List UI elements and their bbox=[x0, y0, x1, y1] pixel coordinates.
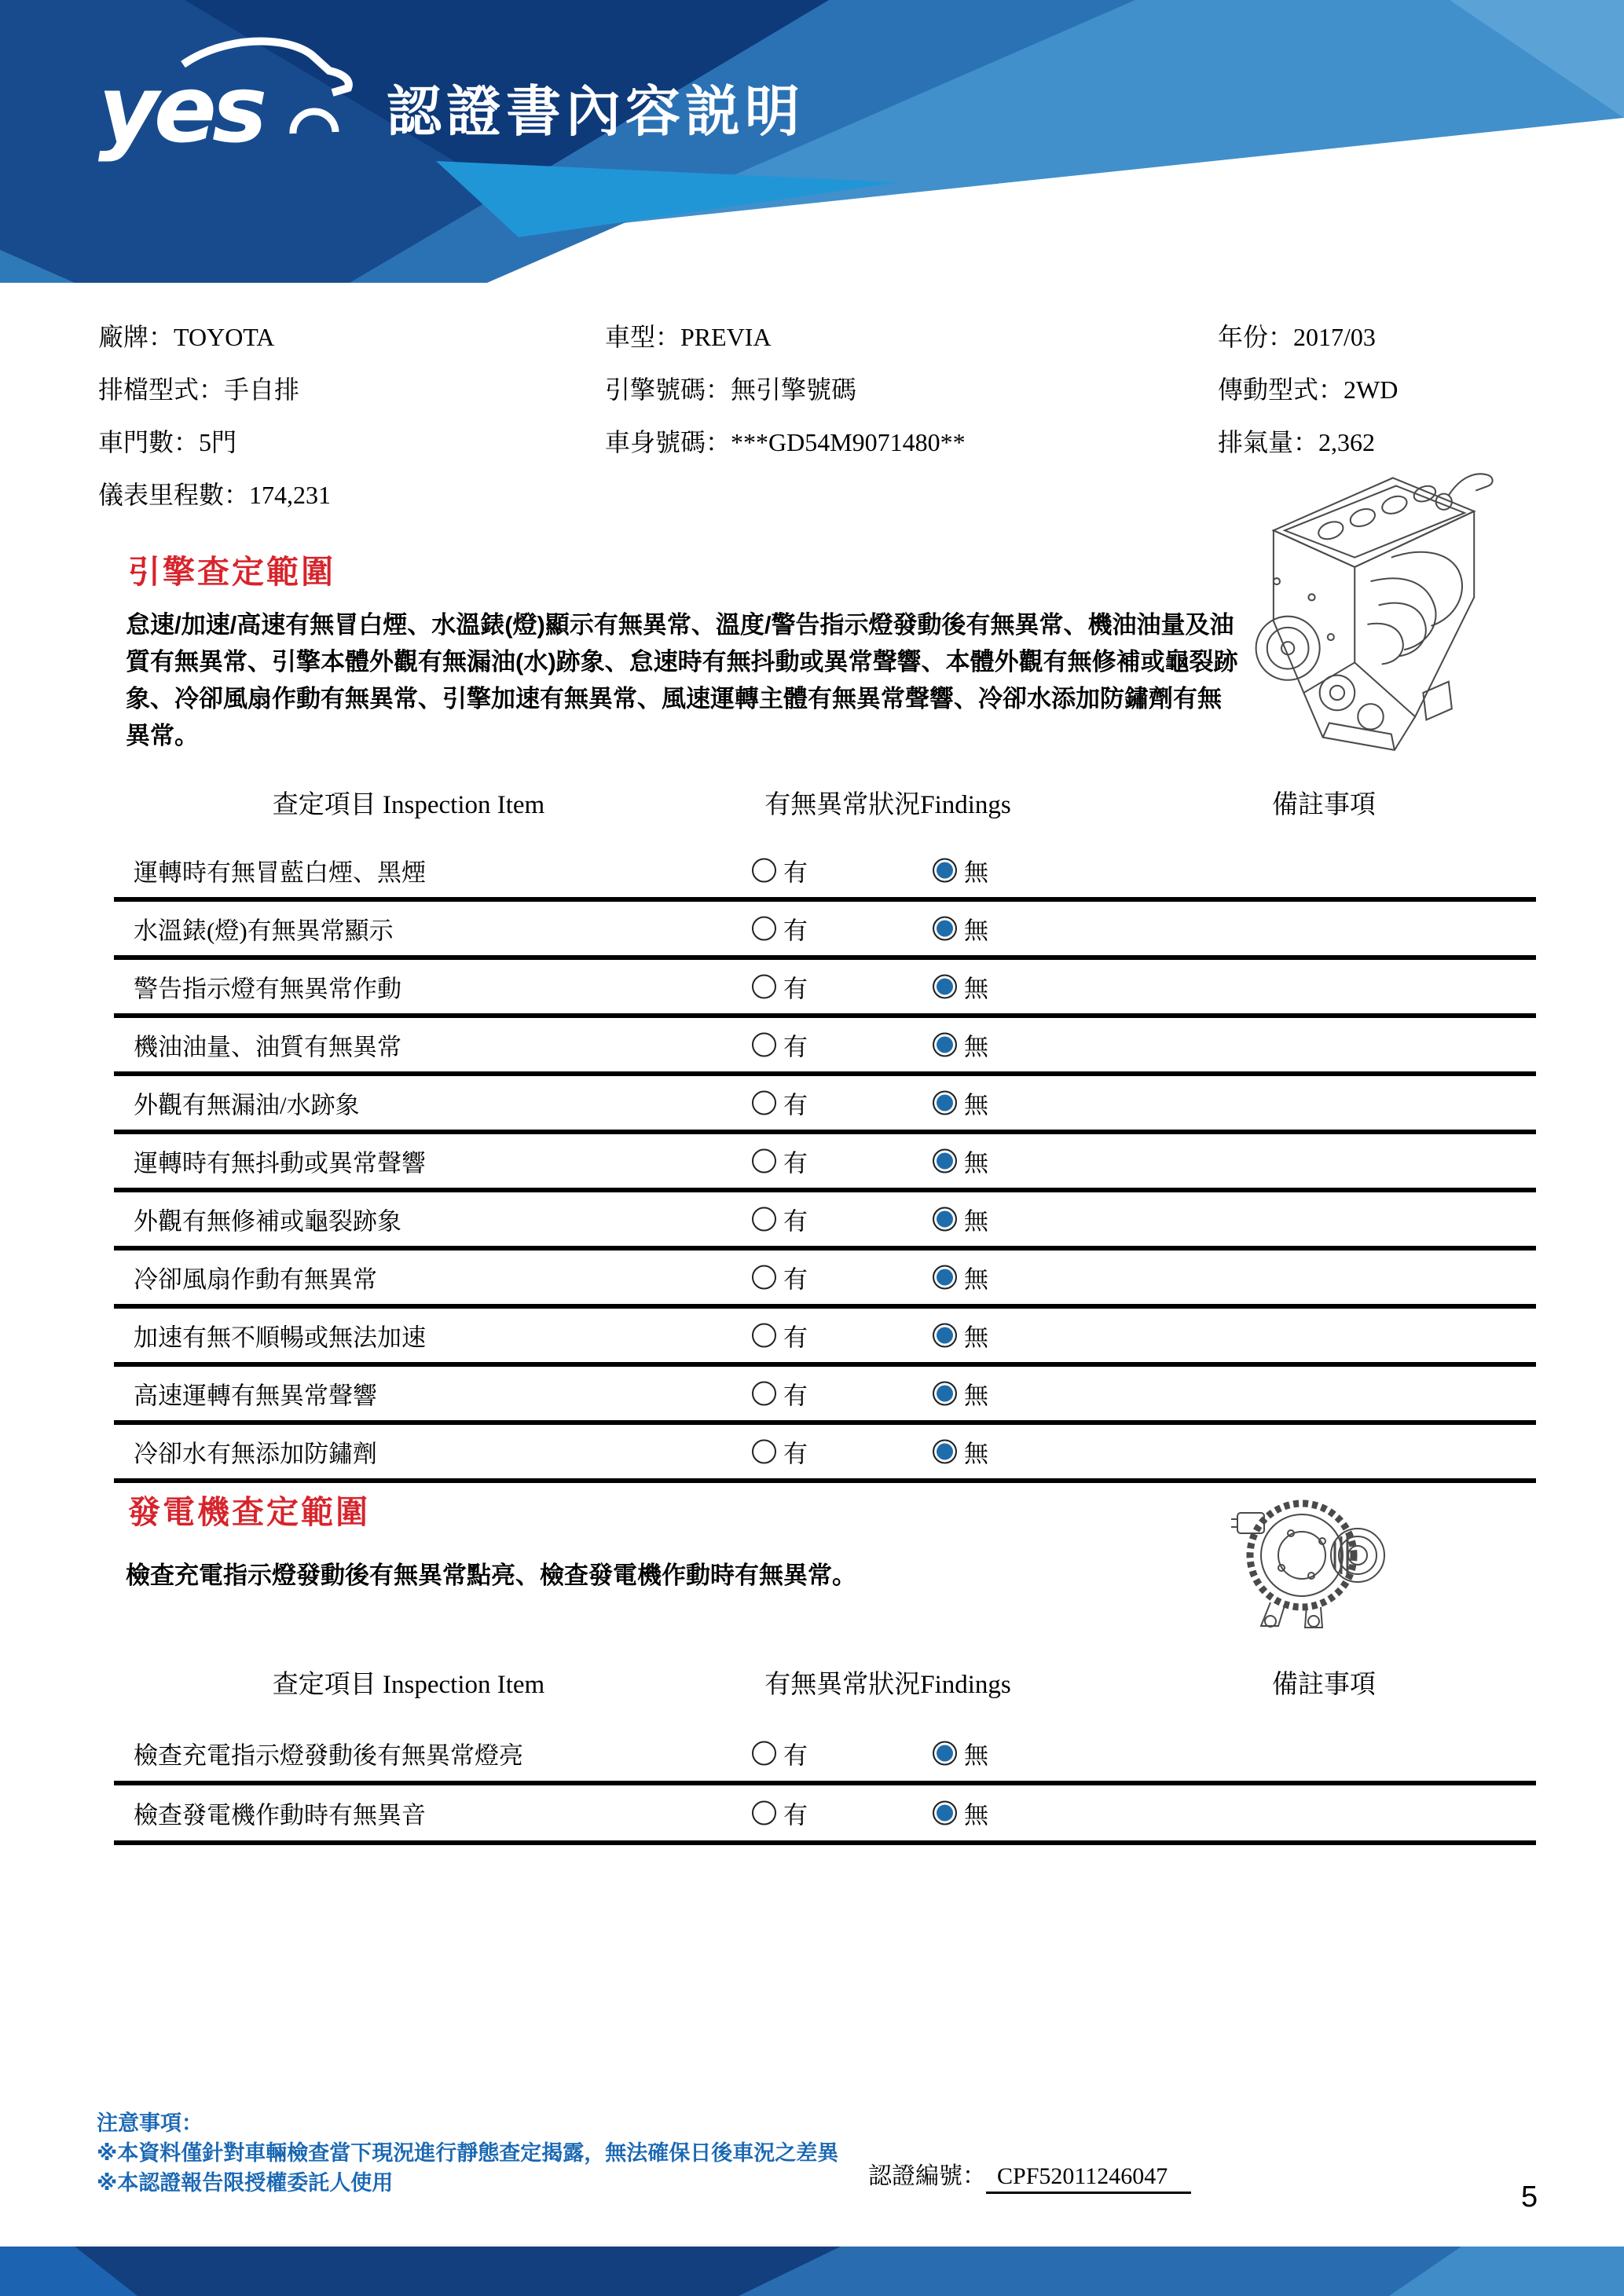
info-displacement: 排氣量：2,362 bbox=[1218, 428, 1376, 456]
generator-inspection-table bbox=[114, 1726, 1536, 1845]
option-no-label: 無 bbox=[964, 975, 988, 1003]
option-no-label: 無 bbox=[964, 1091, 988, 1119]
table-row bbox=[114, 844, 1536, 902]
option-yes-label: 有 bbox=[783, 1149, 808, 1177]
option-no-label: 無 bbox=[964, 1207, 988, 1236]
option-yes-label: 有 bbox=[783, 975, 808, 1003]
inspection-item-label: 外觀有無修補或龜裂跡象 bbox=[134, 1207, 401, 1236]
radio-no[interactable] bbox=[933, 917, 957, 941]
radio-no[interactable] bbox=[933, 1033, 957, 1057]
inspection-item-label: 加速有無不順暢或無法加速 bbox=[134, 1324, 426, 1352]
info-year: 年份：2017/03 bbox=[1218, 323, 1376, 351]
engine-section-title: 引擎查定範圍 bbox=[128, 554, 335, 590]
radio-yes[interactable] bbox=[752, 1033, 776, 1057]
option-yes-label: 有 bbox=[783, 1801, 808, 1829]
info-brand: 廠牌：TOYOTA bbox=[98, 323, 275, 351]
col-header-findings: 有無異常狀況Findings bbox=[764, 791, 1011, 819]
inspection-item-label: 檢查發電機作動時有無異音 bbox=[134, 1801, 426, 1829]
yes-logo-text: yes bbox=[98, 55, 263, 163]
generator-section-title: 發電機查定範圍 bbox=[128, 1494, 370, 1530]
radio-no[interactable] bbox=[933, 1265, 957, 1290]
inspection-item-label: 水溫錶(燈)有無異常顯示 bbox=[134, 917, 394, 945]
info-body-number: 車身號碼：***GD54M9071480** bbox=[605, 428, 966, 456]
col-header-remarks: 備註事項 bbox=[1272, 791, 1376, 819]
generator-section-description: 檢查充電指示燈發動後有無異常點亮、檢查發電機作動時有無異常。 bbox=[126, 1562, 856, 1589]
radio-no[interactable] bbox=[933, 1741, 957, 1766]
table-row bbox=[114, 902, 1536, 960]
radio-no[interactable] bbox=[933, 1382, 957, 1406]
inspection-item-label: 冷卻水有無添加防鏽劑 bbox=[134, 1440, 377, 1468]
option-no-label: 無 bbox=[964, 1440, 988, 1468]
inspection-item-label: 檢查充電指示燈發動後有無異常燈亮 bbox=[134, 1741, 523, 1770]
radio-yes[interactable] bbox=[752, 1801, 776, 1825]
option-no-label: 無 bbox=[964, 917, 988, 945]
radio-no[interactable] bbox=[933, 1324, 957, 1348]
radio-yes[interactable] bbox=[752, 1149, 776, 1174]
info-mileage: 儀表里程數：174,231 bbox=[98, 481, 332, 509]
radio-yes[interactable] bbox=[752, 1741, 776, 1766]
inspection-item-label: 運轉時有無冒藍白煙、黑煙 bbox=[134, 859, 426, 887]
vehicle-info-col2 bbox=[605, 311, 966, 469]
table-row bbox=[114, 1134, 1536, 1192]
footer-notes bbox=[97, 2108, 838, 2198]
option-yes-label: 有 bbox=[783, 859, 808, 887]
radio-yes[interactable] bbox=[752, 1207, 776, 1232]
table-row bbox=[114, 1726, 1536, 1785]
note-line: ※本認證報告限授權委託人使用 bbox=[97, 2171, 394, 2195]
option-yes-label: 有 bbox=[783, 1440, 808, 1468]
table-row bbox=[114, 1425, 1536, 1483]
option-no-label: 無 bbox=[964, 1741, 988, 1770]
option-no-label: 無 bbox=[964, 1033, 988, 1061]
page-number: 5 bbox=[1521, 2181, 1538, 2214]
option-yes-label: 有 bbox=[783, 1091, 808, 1119]
radio-no[interactable] bbox=[933, 1091, 957, 1115]
col-header-inspection-item: 查定項目 Inspection Item bbox=[272, 791, 545, 819]
radio-yes[interactable] bbox=[752, 1382, 776, 1406]
radio-no[interactable] bbox=[933, 859, 957, 883]
table-row bbox=[114, 1309, 1536, 1367]
option-yes-label: 有 bbox=[783, 1207, 808, 1236]
option-yes-label: 有 bbox=[783, 1382, 808, 1410]
footer-bar-background bbox=[0, 2247, 1624, 2296]
certificate-number-value: CPF52011246047 bbox=[986, 2163, 1191, 2194]
info-doors: 車門數：5門 bbox=[98, 428, 237, 456]
engine-section-description: 怠速/加速/高速有無冒白煙、水溫錶(燈)顯示有無異常、溫度/警告指示燈發動後有無異常、機油油量及油質有無異常、引擎本體外觀有無漏油(水)跡象、怠速時有無抖動或異常聲響、本體外觀有無修補或龜裂跡象、冷卻風扇作動有無異常、引擎加速有無異常、風速運轉主體有無異常聲響、冷卻水添加防鏽劑有無異常。 bbox=[126, 611, 1238, 749]
inspection-item-label: 外觀有無漏油/水跡象 bbox=[134, 1091, 360, 1119]
radio-yes[interactable] bbox=[752, 1440, 776, 1464]
option-no-label: 無 bbox=[964, 1801, 988, 1829]
alternator-illustration bbox=[1230, 1483, 1399, 1636]
inspection-item-label: 高速運轉有無異常聲響 bbox=[134, 1382, 377, 1410]
inspection-item-label: 警告指示燈有無異常作動 bbox=[134, 975, 401, 1003]
option-yes-label: 有 bbox=[783, 1324, 808, 1352]
table-row bbox=[114, 1076, 1536, 1134]
vehicle-info-col1 bbox=[98, 311, 331, 522]
radio-yes[interactable] bbox=[752, 1324, 776, 1348]
col-header-inspection-item: 查定項目 Inspection Item bbox=[272, 1671, 545, 1699]
info-model: 車型：PREVIA bbox=[605, 323, 772, 351]
radio-no[interactable] bbox=[933, 1440, 957, 1464]
col-header-findings: 有無異常狀況Findings bbox=[764, 1671, 1011, 1699]
vehicle-info-col3 bbox=[1218, 311, 1398, 469]
engine-inspection-table bbox=[114, 844, 1536, 1483]
header-banner bbox=[0, 0, 1624, 283]
table-row bbox=[114, 1192, 1536, 1251]
certificate-number-row bbox=[868, 2156, 1191, 2191]
radio-no[interactable] bbox=[933, 1801, 957, 1825]
radio-no[interactable] bbox=[933, 975, 957, 999]
inspection-item-label: 運轉時有無抖動或異常聲響 bbox=[134, 1149, 426, 1177]
yes-logo bbox=[98, 33, 365, 167]
option-no-label: 無 bbox=[964, 1265, 988, 1294]
option-no-label: 無 bbox=[964, 1382, 988, 1410]
radio-yes[interactable] bbox=[752, 1091, 776, 1115]
inspection-item-label: 冷卻風扇作動有無異常 bbox=[134, 1265, 377, 1294]
radio-no[interactable] bbox=[933, 1207, 957, 1232]
radio-yes[interactable] bbox=[752, 917, 776, 941]
engine-illustration bbox=[1235, 454, 1506, 756]
radio-yes[interactable] bbox=[752, 859, 776, 883]
option-no-label: 無 bbox=[964, 859, 988, 887]
car-wheel-arch bbox=[293, 112, 335, 134]
option-yes-label: 有 bbox=[783, 1265, 808, 1294]
radio-yes[interactable] bbox=[752, 1265, 776, 1290]
option-yes-label: 有 bbox=[783, 1033, 808, 1061]
col-header-remarks: 備註事項 bbox=[1272, 1671, 1376, 1699]
option-yes-label: 有 bbox=[783, 917, 808, 945]
option-yes-label: 有 bbox=[783, 1741, 808, 1770]
radio-yes[interactable] bbox=[752, 975, 776, 999]
table-row bbox=[114, 1018, 1536, 1076]
notes-title: 注意事項： bbox=[97, 2111, 203, 2135]
table-row bbox=[114, 1785, 1536, 1845]
option-no-label: 無 bbox=[964, 1149, 988, 1177]
footer-bar bbox=[0, 2247, 1624, 2296]
option-no-label: 無 bbox=[964, 1324, 988, 1352]
info-transmission: 排檔型式：手自排 bbox=[98, 375, 300, 404]
certificate-number-label: 認證編號： bbox=[868, 2163, 986, 2189]
radio-no[interactable] bbox=[933, 1149, 957, 1174]
page-title: 認證書內容説明 bbox=[387, 81, 805, 142]
table-row bbox=[114, 960, 1536, 1018]
table-row bbox=[114, 1367, 1536, 1425]
info-engine-number: 引擎號碼：無引擎號碼 bbox=[605, 375, 857, 404]
inspection-item-label: 機油油量、油質有無異常 bbox=[134, 1033, 401, 1061]
info-drivetrain: 傳動型式：2WD bbox=[1218, 375, 1399, 404]
note-line: ※本資料僅針對車輛檢查當下現況進行靜態查定揭露，無法確保日後車況之差異 bbox=[97, 2141, 839, 2165]
table-row bbox=[114, 1251, 1536, 1309]
